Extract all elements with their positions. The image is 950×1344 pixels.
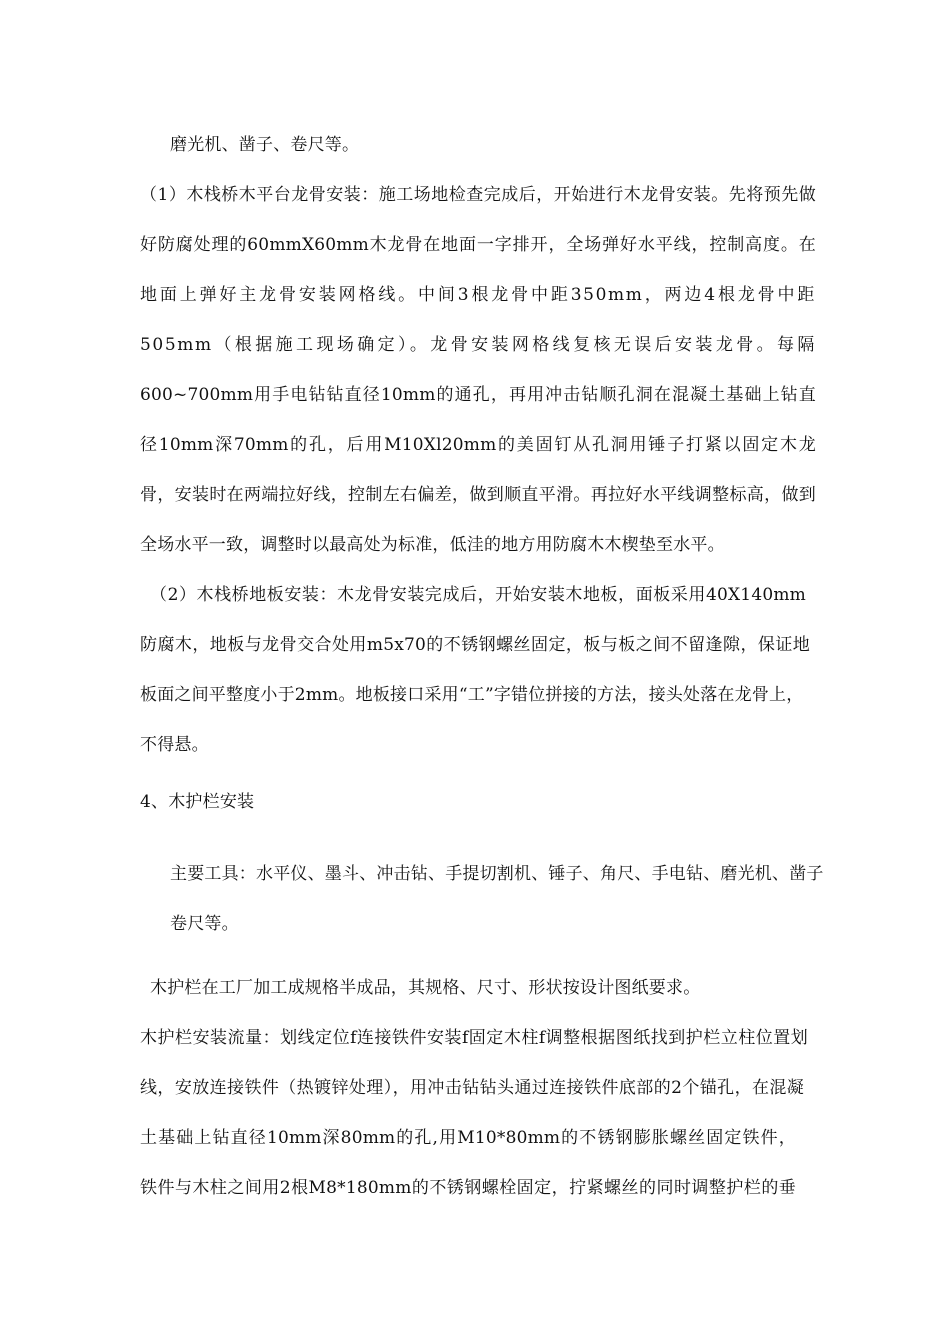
text-line-20: 土基础上钻直径10mm深80mm的孔,用M10*80mm的不锈钢膨胀螺丝固定铁件， [140,1128,796,1148]
text-line-6: 600~700mm用手电钻钻直径10mm的通孔，再用冲击钻顺孔洞在混凝土基础上钻直 [140,385,816,405]
text-line-1: 磨光机、凿子、卷尺等。 [170,135,360,155]
text-line-10: （2）木栈桥地板安装：木龙骨安装完成后，开始安装木地板，面板采用40X140mm [150,585,806,605]
text-line-12: 板面之间平整度小于2mm。地板接口采用“工”字错位拼接的方法，接头处落在龙骨上， [140,685,804,705]
text-line-3: 好防腐处理的60mmX60mm木龙骨在地面一字排开，全场弹好水平线，控制高度。在 [140,235,816,255]
text-line-7: 径10mm深70mm的孔，后用M10Xl20mm的美固钉从孔洞用锤子打紧以固定木龙 [140,435,816,455]
text-line-16: 卷尺等。 [170,914,239,934]
text-line-9: 全场水平一致，调整时以最高处为标准，低洼的地方用防腐木木楔垫至水平。 [140,535,725,555]
text-line-19: 线，安放连接铁件（热镀锌处理），用冲击钻钻头通过连接铁件底部的2个锚孔，在混凝 [140,1078,804,1098]
text-line-4: 地面上弹好主龙骨安装网格线。中间3根龙骨中距350mm，两边4根龙骨中距 [140,285,816,305]
text-line-2: （1）木栈桥木平台龙骨安装：施工场地检查完成后，开始进行木龙骨安装。先将预先做 [140,185,816,205]
section-heading: 4、木护栏安装 [140,792,255,812]
text-line-11: 防腐木，地板与龙骨交合处用m5x70的不锈钢螺丝固定，板与板之间不留逢隙，保证地 [140,635,810,655]
text-line-15: 主要工具：水平仪、墨斗、冲击钻、手提切割机、锤子、角尺、手电钻、磨光机、凿子 [170,864,824,884]
text-line-18: 木护栏安装流量：划线定位f连接铁件安装f固定木柱f调整根据图纸找到护栏立柱位置划 [140,1028,808,1048]
text-line-17: 木护栏在工厂加工成规格半成品，其规格、尺寸、形状按设计图纸要求。 [150,978,701,998]
text-line-8: 骨，安装时在两端拉好线，控制左右偏差，做到顺直平滑。再拉好水平线调整标高，做到 [140,485,816,505]
text-line-13: 不得悬。 [140,735,209,755]
text-line-5: 505mm（根据施工现场确定）。龙骨安装网格线复核无误后安装龙骨。每隔 [140,335,816,355]
text-line-21: 铁件与木柱之间用2根M8*180mm的不锈钢螺栓固定，拧紧螺丝的同时调整护栏的垂 [140,1178,796,1198]
